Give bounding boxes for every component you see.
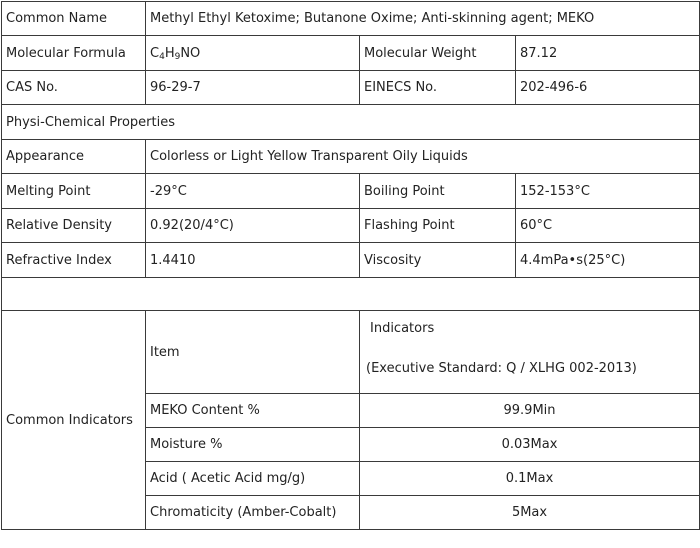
row-molecular-formula [2,36,700,71]
appearance-value: Colorless or Light Yellow Transparent Oily Liquids [146,140,700,174]
cas-value: 96-29-7 [146,71,360,105]
row-appearance [2,140,700,174]
molecular-formula-value [146,36,360,71]
viscosity-label: Viscosity [360,243,516,278]
indicator-value: 0.1Max [360,462,700,496]
molecular-weight-label: Molecular Weight [360,36,516,71]
common-indicators-label: Common Indicators [2,311,146,530]
row-common-name [2,2,700,36]
einecs-value: 202-496-6 [516,71,700,105]
formula-c: C [150,45,160,61]
flashing-point-value: 60°C [516,209,700,243]
indicator-value: 0.03Max [360,428,700,462]
boiling-point-value: 152-153°C [516,174,700,209]
row-indicator-header [2,311,700,394]
viscosity-value: 4.4mPa•s(25°C) [516,243,700,278]
relative-density-label: Relative Density [2,209,146,243]
common-name-label: Common Name [2,2,146,36]
row-cas [2,71,700,105]
relative-density-value: 0.92(20/4°C) [146,209,360,243]
indicator-item: Acid ( Acetic Acid mg/g) [146,462,360,496]
formula-h: H [164,45,175,61]
refractive-index-label: Refractive Index [2,243,146,278]
indicator-item: Chromaticity (Amber-Cobalt) [146,496,360,530]
melting-point-value: -29°C [146,174,360,209]
item-header: Item [146,311,360,394]
appearance-label: Appearance [2,140,146,174]
einecs-label: EINECS No. [360,71,516,105]
indicators-header-cell [360,311,700,394]
indicator-item: Moisture % [146,428,360,462]
boiling-point-label: Boiling Point [360,174,516,209]
row-relative-density [2,209,700,243]
flashing-point-label: Flashing Point [360,209,516,243]
executive-standard: (Executive Standard: Q / XLHG 002-2013) [366,361,637,376]
row-refractive-index [2,243,700,278]
product-spec-table [1,1,700,530]
cas-label: CAS No. [2,71,146,105]
molecular-formula-label: Molecular Formula [2,36,146,71]
formula-c-count: 4 [159,51,165,62]
molecular-weight-value: 87.12 [516,36,700,71]
properties-section-title: Physi-Chemical Properties [2,105,700,140]
formula-h-count: 9 [174,51,181,62]
row-section-title [2,105,700,140]
indicator-value: 5Max [360,496,700,530]
row-melting-point [2,174,700,209]
formula-rest: NO [180,45,201,61]
refractive-index-value: 1.4410 [146,243,360,278]
melting-point-label: Melting Point [2,174,146,209]
indicator-value: 99.9Min [360,394,700,428]
spacer-cell [2,278,700,311]
common-name-value: Methyl Ethyl Ketoxime; Butanone Oxime; Anti-skinning agent; MEKO [146,2,700,36]
indicator-item: MEKO Content % [146,394,360,428]
row-spacer [2,278,700,311]
indicators-header: Indicators [370,321,435,336]
